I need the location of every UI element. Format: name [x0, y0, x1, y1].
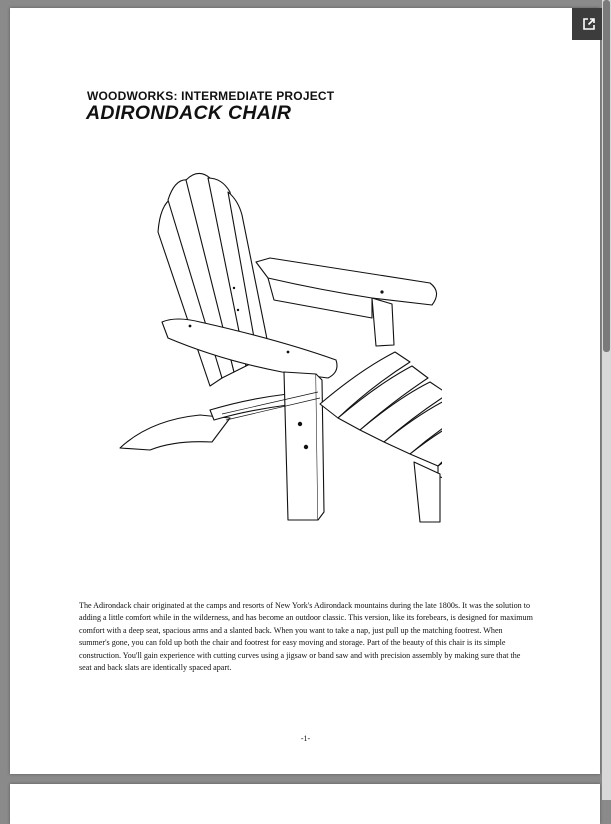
next-page-edge [10, 784, 600, 824]
popout-button[interactable] [572, 8, 605, 40]
chair-runner-rear [120, 415, 230, 450]
chair-illustration [112, 165, 442, 535]
leg-rear-right [372, 298, 394, 346]
intro-paragraph: The Adirondack chair originated at the camps and resorts of New York's Adirondack mountains during the late 1800s. It was the solution to adding a little comfort while in the wilderness, and has become an outdoor classic. This version, like its forebears, is designed for maximum comfort with a deep seat, spacious arms and a slanted back. When you want to take a nap, just pull up the matching footrest. When summer's gone, you can fold up both the chair and footrest for easy moving and storage. Part of the beauty of this chair is its simple construction. You'll gain experience with cutting curves using a jigsaw or band saw and with precision assembly by making sure that the seat and back slats are identically spaced apart. [79, 601, 533, 673]
page-number: -1- [300, 734, 311, 743]
page-title: ADIRONDACK CHAIR [86, 102, 292, 124]
popout-icon [582, 17, 596, 31]
arm-right [256, 258, 437, 305]
leg-front-left [284, 372, 318, 520]
ottoman-leg [414, 462, 440, 522]
scrollbar-thumb[interactable] [603, 0, 610, 352]
scrollbar[interactable] [602, 0, 611, 800]
project-kicker: WOODWORKS: INTERMEDIATE PROJECT [87, 89, 335, 103]
